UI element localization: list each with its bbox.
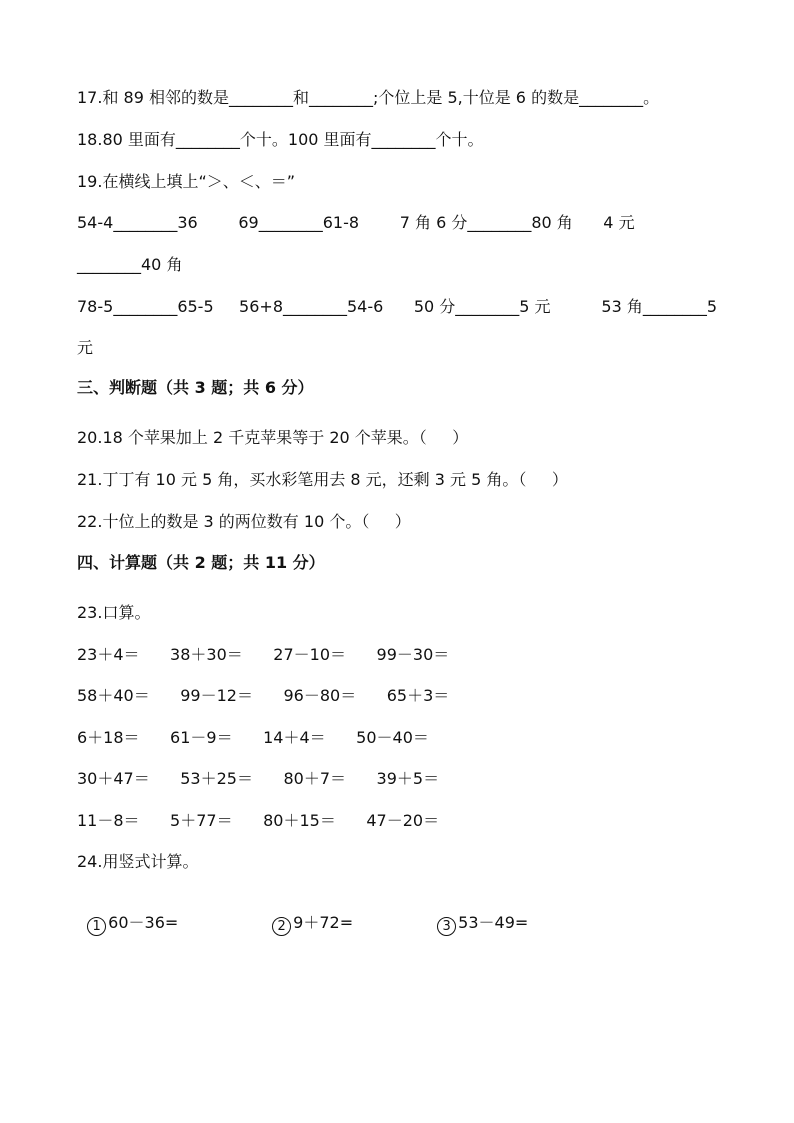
question-19-line-1: 54-4________36 69________61-8 7 角 6 分________80 角 4 元 [77,213,635,232]
circled-number-1: 1 [87,917,106,936]
circled-number-2: 2 [272,917,291,936]
oral-calc-row-5: 11－8＝ 5＋77＝ 80＋15＝ 47－20＝ [77,811,440,830]
question-19-line-3: 78-5________65-5 56+8________54-6 50 分________5 元 53 角________5 [77,297,718,316]
vertical-calc-expr-1: 60－36= [108,913,179,932]
section-4-heading: 四、计算题（共 2 题；共 11 分） [77,553,325,572]
question-24-title: 24.用竖式计算。 [77,852,199,871]
vertical-calc-expr-2: 9＋72= [293,913,354,932]
vertical-calc-item-2 [262,893,353,936]
question-19-title: 19.在横线上填上“＞、＜、＝” [77,172,296,191]
circled-number-3: 3 [437,917,456,936]
vertical-calc-item-1 [77,893,178,936]
question-21: 21.丁丁有 10 元 5 角，买水彩笔用去 8 元，还剩 3 元 5 角。（ ） [77,470,568,489]
oral-calc-row-3: 6＋18＝ 61－9＝ 14＋4＝ 50－40＝ [77,728,429,747]
question-20: 20.18 个苹果加上 2 千克苹果等于 20 个苹果。（ ） [77,428,469,447]
question-17: 17.和 89 相邻的数是________和________;个位上是 5,十位是 6 的数是________。 [77,88,660,107]
question-19-line-2: ________40 角 [77,255,183,274]
section-3-heading: 三、判断题（共 3 题；共 6 分） [77,378,314,397]
vertical-calc-item-3 [427,893,528,936]
oral-calc-row-2: 58＋40＝ 99－12＝ 96－80＝ 65＋3＝ [77,686,450,705]
oral-calc-row-4: 30＋47＝ 53＋25＝ 80＋7＝ 39＋5＝ [77,769,440,788]
question-22: 22.十位上的数是 3 的两位数有 10 个。（ ） [77,512,411,531]
question-23-title: 23.口算。 [77,603,151,622]
vertical-calc-expr-3: 53－49= [458,913,529,932]
oral-calc-row-1: 23＋4＝ 38＋30＝ 27－10＝ 99－30＝ [77,645,450,664]
question-19-line-4: 元 [77,338,94,357]
question-18: 18.80 里面有________个十。100 里面有________个十。 [77,130,484,149]
